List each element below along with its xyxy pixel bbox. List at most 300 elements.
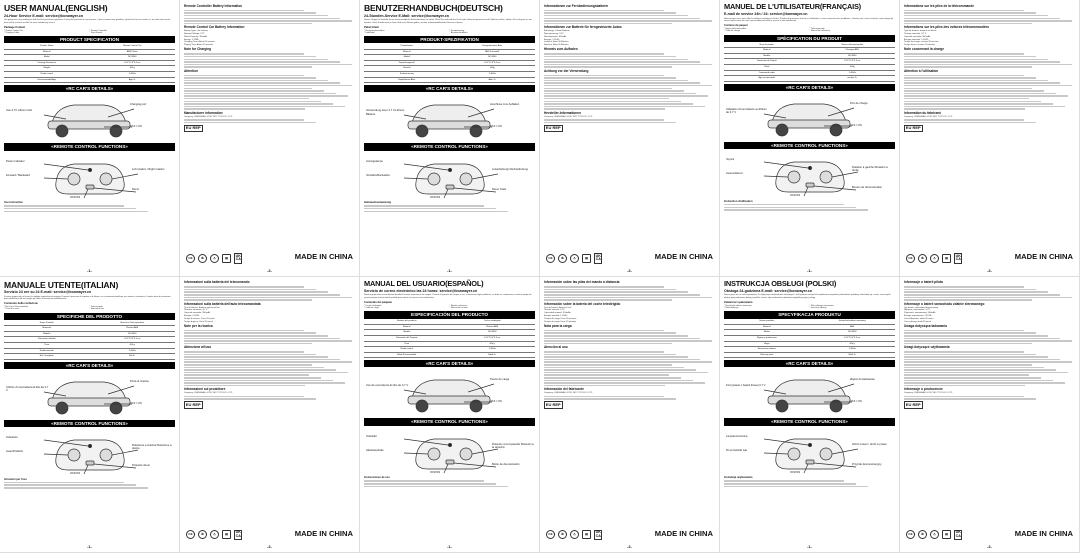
remote-label: Adelante/Atrás <box>366 448 384 452</box>
car-label: Charging port <box>130 103 147 107</box>
spec-label: Model <box>763 331 770 334</box>
text-line <box>904 354 1036 356</box>
page-number: -2- <box>267 544 272 550</box>
text-line <box>544 374 669 376</box>
text-line <box>184 351 304 353</box>
battery-spec: Temps de jeu: environ 20 minutes <box>904 44 936 47</box>
package-item: * Manual del usuario <box>449 306 468 309</box>
text-line <box>904 10 1024 12</box>
text-lines <box>724 204 895 211</box>
battery-spec: Energia znamionowa: 1,11Wh <box>904 315 932 318</box>
text-line <box>904 361 1072 363</box>
spec-banner: ESPECIFICACIÓN DEL PRODUCTO <box>364 311 535 318</box>
section-heading: Uwagi dotyczące użytkowania <box>904 345 950 350</box>
package-item: * Charging Cable <box>4 31 20 34</box>
remote-functions-banner: «REMOTE CONTROL FUNCTIONS» <box>724 142 895 149</box>
spec-value: 14.1*12.4*3.4 cm <box>844 60 861 63</box>
spec-label: Nom du produit <box>759 43 774 46</box>
spec-row <box>364 353 535 359</box>
text-line <box>724 480 844 482</box>
text-line <box>904 380 1053 382</box>
text-lines <box>904 286 1075 300</box>
spec-label: Radio control <box>400 348 413 351</box>
car-label: Verwendung einer 3,7 V-Lithium-Batterie <box>366 109 405 116</box>
remote-functions-banner: «REMOTE CONTROL FUNCTIONS» <box>4 143 175 150</box>
page-title: INSTRUKCJA OBSŁUGI (POLSKI) <box>724 278 837 288</box>
text-line <box>544 372 708 374</box>
manual-page <box>180 0 360 277</box>
spec-value: Remote Control Car <box>123 45 142 48</box>
manual-page <box>540 0 720 277</box>
company-name: Company: CHENGHAI LUCKY BOY TOYS CO.,LTD <box>904 115 953 118</box>
section-heading: Attention à l'utilisation <box>904 68 939 73</box>
remote-functions-banner: «REMOTE CONTROL FUNCTIONS» <box>364 143 535 150</box>
text-line <box>904 15 1048 17</box>
spec-row <box>4 354 175 360</box>
car-diagram <box>724 368 895 416</box>
text-line <box>544 377 681 379</box>
package-list <box>364 30 535 35</box>
text-line <box>904 80 1048 82</box>
spec-value: 400g <box>849 66 855 69</box>
text-line <box>544 332 676 334</box>
eu-rep-logo: EU REP <box>904 401 923 408</box>
text-line <box>184 338 340 340</box>
text-lines <box>904 10 1075 24</box>
usage-heading: Istruzioni per l'uso <box>4 477 27 481</box>
section-heading: Information du fabricant <box>904 110 941 115</box>
car-label: Utilisation d'une batterie au lithium de 3,7 V <box>726 107 767 115</box>
spec-value: NO.8360 <box>488 56 497 59</box>
battery-spec: Energía nominal: 1,11Wh <box>544 315 568 318</box>
text-line <box>184 332 316 334</box>
section-heading: Hinweis zum Aufladen <box>544 47 578 52</box>
eu-rep-block <box>184 125 355 134</box>
remote-label: Vorwärts/Rückwärts <box>366 173 390 177</box>
text-line <box>184 398 316 400</box>
compliance-icon: CE <box>906 530 915 539</box>
text-lines <box>544 396 715 400</box>
text-lines <box>364 205 535 212</box>
page-number: -1- <box>87 544 92 550</box>
spec-label: Waga <box>764 342 770 345</box>
package-list <box>364 305 535 310</box>
spec-label: Materiale <box>42 327 52 330</box>
car-details-banner: «RC CAR'S DETAILS» <box>4 85 175 92</box>
remote-label: Indicador <box>366 434 378 438</box>
package-item: * Manuel de l'utilisateur <box>809 30 831 33</box>
text-line <box>904 64 1072 66</box>
battery-spec: Nominal Voltage: 3.7V <box>184 32 205 35</box>
service-email: 24-Stunden-Service E-Mail: service@bonwayer.cn <box>364 13 449 18</box>
text-line <box>904 340 1072 342</box>
text-line <box>184 289 316 291</box>
section-heading: Información del fabricante <box>544 387 584 392</box>
package-heading: Zawartość opakowania <box>724 300 753 304</box>
remote-label: Do przodu/do tyłu <box>726 448 748 452</box>
car-details-banner: «RC CAR'S DETAILS» <box>364 85 535 92</box>
spec-banner: SPECIFICHE DEL PRODOTTO <box>4 313 175 320</box>
text-line <box>364 486 508 488</box>
compliance-logos <box>186 530 242 540</box>
text-line <box>544 93 696 95</box>
text-line <box>184 101 321 103</box>
ukca-mark: UK CA <box>234 253 242 263</box>
text-line <box>904 95 1068 97</box>
text-line <box>904 88 1032 90</box>
page-number: -2- <box>627 267 632 273</box>
text-line <box>904 85 1072 87</box>
company-name: Company: CHENGHAI LUCKY BOY TOYS CO.,LTD <box>544 115 593 118</box>
text-line <box>544 80 688 82</box>
compliance-icon: ⚠ <box>210 530 219 539</box>
battery-spec: Nennkapazität: 300mAh <box>544 35 567 38</box>
battery-spec: Energia: 1,11Wh <box>184 315 200 318</box>
page-number: -2- <box>987 544 992 550</box>
text-line <box>184 369 336 371</box>
ukca-mark: UK CA <box>954 253 962 263</box>
section-heading: Informazioni sul produttore <box>184 387 226 392</box>
text-lines <box>544 351 715 386</box>
text-line <box>724 483 856 485</box>
text-line <box>904 90 1044 92</box>
spec-label: Material <box>403 325 411 328</box>
text-line <box>544 77 676 79</box>
spec-table <box>364 319 535 358</box>
spec-value: 400 g <box>129 343 135 346</box>
remote-label: Przycisk demonstracyjny <box>852 462 882 466</box>
spec-value: NO.8360 <box>128 56 137 59</box>
text-line <box>364 211 508 213</box>
text-lines <box>184 286 355 300</box>
service-email: Obsługa 24-godzinna E-mail: service@bonwayer.cn <box>724 288 812 293</box>
service-email: 24-Hour Service E-mail: service@bonwayer.cn <box>4 13 84 18</box>
text-line <box>184 396 304 398</box>
text-line <box>904 98 1029 100</box>
section-heading: Uwaga dotycząca ładowania <box>904 323 947 328</box>
text-line <box>904 335 1048 337</box>
spec-row <box>724 353 895 359</box>
text-line <box>904 101 1041 103</box>
car-label: Use 3.7V Lithium Cell <box>6 109 32 113</box>
text-line <box>184 95 348 97</box>
spec-row <box>724 76 895 82</box>
text-line <box>184 12 316 14</box>
text-lines <box>904 351 1075 386</box>
spec-label: Zalecany wiek <box>760 353 774 356</box>
remote-label: Power Indicator <box>6 159 25 163</box>
spec-label: Nazwa produktu <box>759 320 775 323</box>
package-item: * Câble de charge <box>724 30 741 33</box>
spec-value: Wiek 3+ <box>848 353 857 356</box>
text-line <box>544 367 684 369</box>
spec-label: Weight <box>43 67 50 70</box>
text-line <box>544 122 676 124</box>
text-line <box>544 356 688 358</box>
car-label: Uso de una batería de litio de 3,7 V <box>366 384 409 388</box>
manual-page <box>900 0 1080 277</box>
remote-label: Forward / Backward <box>6 173 30 177</box>
spec-value: 2.4GHz <box>128 349 136 352</box>
spec-value: Plastique ABS <box>845 49 859 52</box>
text-line <box>184 361 352 363</box>
section-heading: Note for Charging <box>184 47 212 52</box>
made-in-label: MADE IN CHINA <box>1014 528 1073 538</box>
remote-label: Avanti/Indietro <box>6 450 24 454</box>
remote-label: Anzeigelampe <box>366 159 384 163</box>
text-line <box>904 382 1065 384</box>
text-line <box>364 208 496 210</box>
spec-value: Coche teledirigido <box>483 320 501 323</box>
battery-spec: Capacità nominale: 300mAh <box>184 312 211 315</box>
package-item: * Cavo di ricarica <box>4 308 20 311</box>
spec-label: Sterowanie radiowe <box>757 348 776 351</box>
text-lines <box>184 53 355 67</box>
text-line <box>904 56 1036 58</box>
text-line <box>904 377 1041 379</box>
page-title: USER MANUAL(ENGLISH) <box>4 3 108 13</box>
ukca-mark: UK CA <box>594 530 602 540</box>
battery-spec: Tiempo de juego: Unos 20 minutos <box>544 320 577 323</box>
package-list <box>4 306 175 311</box>
text-line <box>544 289 676 291</box>
car-details-banner: «RC CAR'S DETAILS» <box>364 360 535 367</box>
intro-text: Notre groupe vise à vous offrir la meilleure expérience d'achat. Pendant le processus d'achat ou d'utilisation, si vous rencontrez des problèmes, n'hésitez pas à nous contacter, notre équipe de service après-vente fera tout son possible pour offrir le service le plus satisfaisant. <box>724 17 894 23</box>
car-diagram <box>4 370 175 418</box>
compliance-icon: ♻ <box>558 530 567 539</box>
eu-rep-logo: EU REP <box>544 401 563 408</box>
spec-value: 14.1*12.4*3.4 cm <box>484 336 501 339</box>
text-line <box>544 340 712 342</box>
remote-functions-banner: «REMOTE CONTROL FUNCTIONS» <box>4 420 175 427</box>
made-in-label: MADE IN CHINA <box>294 528 353 538</box>
section-heading: Informations sur les piles de la télécommande <box>904 3 974 8</box>
car-label: Porta di ricarica <box>130 379 149 383</box>
battery-spec: Temps de charge: environ 90 minutes <box>904 41 939 44</box>
text-line <box>184 64 352 66</box>
battery-spec: Pojemność znamionowa: 300mAh <box>904 312 936 315</box>
text-line <box>904 59 1048 61</box>
text-line <box>364 480 484 482</box>
compliance-icon: ♻ <box>918 530 927 539</box>
section-heading: Attenzione all'uso <box>184 345 212 350</box>
package-heading: Package Content <box>4 25 26 29</box>
package-item: * Remote Control Car <box>4 29 24 32</box>
text-line <box>904 299 1032 301</box>
compliance-icon: ♻ <box>198 530 207 539</box>
spec-banner: SPECYFIKACJA PRODUKTU <box>724 311 895 318</box>
remote-label: Voyant <box>726 158 735 162</box>
battery-spec: Playing Time: About 20 minutes <box>184 44 214 47</box>
car-label: OFF / ON <box>850 400 862 404</box>
page-number: -1- <box>807 267 812 273</box>
text-line <box>904 106 1065 108</box>
text-lines <box>904 396 1075 400</box>
package-item: * Fernbedienung <box>449 29 465 32</box>
text-line <box>544 23 672 25</box>
compliance-icon: ⚠ <box>210 254 219 263</box>
service-email: Servicio de correo electrónico las 24 horas: service@bonwayer.cn <box>364 288 478 293</box>
intro-text: Our group aims at providing you with the best purchase experience. During the purchase or use process, if you encounter any problems, please feel free to contact us, our after-sale service team will try our best to offer the most satisfactory service. <box>4 19 171 24</box>
car-details-banner: «RC CAR'S DETAILS» <box>4 362 175 369</box>
text-line <box>544 108 665 110</box>
text-line <box>184 90 324 92</box>
car-diagram <box>724 92 895 140</box>
battery-spec: Tempo di gioco: Circa 20 minuti <box>184 320 213 323</box>
car-diagram <box>364 368 535 416</box>
section-heading: Informacje o baterii pilota <box>904 280 943 285</box>
spec-table <box>724 319 895 358</box>
compliance-icon: ♻ <box>918 254 927 263</box>
text-line <box>904 66 1032 68</box>
remote-label: OFF/ON <box>70 195 81 199</box>
made-in-label: MADE IN CHINA <box>654 252 713 262</box>
text-line <box>544 385 665 387</box>
battery-spec: Czas zabawy: około 20 minut <box>904 320 932 323</box>
text-line <box>184 98 309 100</box>
text-line <box>904 119 1024 121</box>
text-line <box>904 396 1024 398</box>
spec-value: NO.8360 <box>128 332 137 335</box>
text-line <box>544 299 672 301</box>
text-lines <box>544 119 715 123</box>
service-email: E-mail de service 24h / 24: service@bonwayer.cn <box>724 12 808 17</box>
remote-diagram <box>724 427 895 475</box>
eu-rep-block <box>544 125 715 134</box>
made-in-label: MADE IN CHINA <box>1014 252 1073 262</box>
spec-label: Peso <box>404 342 410 345</box>
usage-heading: Use Instruction <box>4 201 23 205</box>
car-label: OFF / ON <box>850 123 862 127</box>
remote-label: OFF/ON <box>430 470 441 474</box>
battery-spec: Capacité nominale: 300mAh <box>904 35 931 38</box>
text-line <box>544 106 705 108</box>
text-line <box>904 372 1068 374</box>
text-lines <box>184 75 355 110</box>
usage-heading: Instrukcja użytkowania <box>724 476 753 480</box>
text-line <box>544 90 684 92</box>
remote-label: OFF/ON <box>790 470 801 474</box>
spec-label: Radio control <box>40 73 53 76</box>
page-number: -2- <box>987 267 992 273</box>
made-in-label: MADE IN CHINA <box>654 528 713 538</box>
text-line <box>184 10 304 12</box>
spec-label: Modèle <box>763 54 771 57</box>
spec-value: Samochód zdalnie sterowany <box>838 320 866 323</box>
text-line <box>544 119 664 121</box>
service-email: Servizio 24 ore su 24 E-mail: service@bonwayer.cn <box>4 290 92 295</box>
text-line <box>544 330 664 332</box>
spec-label: Poids <box>764 66 770 69</box>
section-heading: Hersteller-Informationen <box>544 110 582 115</box>
battery-spec: Tension nominale: 3,7 V <box>904 32 927 35</box>
page-number: -1- <box>807 544 812 550</box>
remote-diagram <box>4 152 175 200</box>
text-line <box>544 103 693 105</box>
text-line <box>544 66 672 68</box>
usage-heading: Gebrauchsanweisung <box>364 201 391 205</box>
text-line <box>544 75 664 77</box>
text-line <box>544 286 664 288</box>
spec-value: ABS Kunststoff <box>485 50 500 53</box>
text-line <box>904 297 1072 299</box>
spec-value: années 3+ <box>847 77 858 80</box>
battery-spec: Spielzeit: Etwa 20 Minuten <box>544 44 569 47</box>
compliance-icon: ♻ <box>198 254 207 263</box>
text-lines <box>904 119 1075 123</box>
package-item: * Remote Controller <box>89 29 108 32</box>
spec-label: Materiał <box>763 325 771 328</box>
compliance-icon: ♻ <box>558 254 567 263</box>
text-lines <box>904 330 1075 344</box>
spec-value: Age 3+ <box>128 78 136 81</box>
page-number: -1- <box>87 267 92 273</box>
spec-value: 2.4GHz <box>848 71 856 74</box>
text-line <box>184 294 340 296</box>
text-line <box>544 88 672 90</box>
spec-label: Età Consigliata <box>39 355 54 358</box>
text-line <box>904 338 1060 340</box>
package-item: * Manuale d'uso <box>89 308 104 311</box>
text-line <box>184 343 312 345</box>
text-line <box>904 103 1053 105</box>
text-lines <box>4 482 175 489</box>
text-line <box>904 20 1072 22</box>
compliance-icon: ▤ <box>942 530 951 539</box>
manual-page <box>0 0 180 277</box>
spec-value: Alter 3+ <box>488 78 496 81</box>
battery-spec: Tipo de batería: Batería Li-ion <box>544 306 572 309</box>
compliance-icon: CE <box>906 254 915 263</box>
text-line <box>544 364 672 366</box>
company-name: Company: CHENGHAI LUCKY BOY TOYS CO.,LTD <box>544 392 593 395</box>
compliance-icon: CE <box>186 530 195 539</box>
battery-spec: Energy: 1.11Wh <box>184 38 199 41</box>
package-list <box>724 305 895 310</box>
spec-label: Gewicht <box>402 67 411 70</box>
text-line <box>904 289 1036 291</box>
spec-value: ABS Plastic <box>126 50 138 53</box>
text-line <box>544 359 700 361</box>
battery-spec: Tiempo de carga: Unos 90 minutos <box>544 317 577 320</box>
eu-rep-block <box>184 401 355 410</box>
section-heading: Remote Controller Battery Information <box>184 3 243 8</box>
section-heading: Atención al uso <box>544 345 568 350</box>
spec-label: Empfohlenes Alter <box>398 78 416 81</box>
compliance-icon: ▤ <box>942 254 951 263</box>
spec-row <box>364 78 535 84</box>
text-line <box>724 209 868 211</box>
text-lines <box>544 75 715 110</box>
text-line <box>904 75 1024 77</box>
remote-diagram <box>364 427 535 475</box>
spec-value: Età 3+ <box>129 355 136 358</box>
text-line <box>724 204 844 206</box>
package-item: * Macchina Telecomandata <box>4 306 28 308</box>
manual-page <box>720 0 900 277</box>
section-heading: Informacje o baterii samochodu zdalnie sterowanego <box>904 301 985 306</box>
text-line <box>904 374 1029 376</box>
car-label: OFF / ON <box>130 125 142 129</box>
battery-spec: Energie: 1,11Wh <box>544 38 560 41</box>
package-item: * Ladekabel <box>364 31 375 34</box>
package-item: * Cable de carga <box>364 306 379 309</box>
spec-label: Recommended Age <box>37 78 56 81</box>
spec-value: NO.8360 <box>848 54 857 57</box>
section-heading: Achtung vor der Verwendung <box>544 68 589 73</box>
battery-spec: Charging Time: About 90 minutes <box>184 41 215 44</box>
text-line <box>184 77 316 79</box>
